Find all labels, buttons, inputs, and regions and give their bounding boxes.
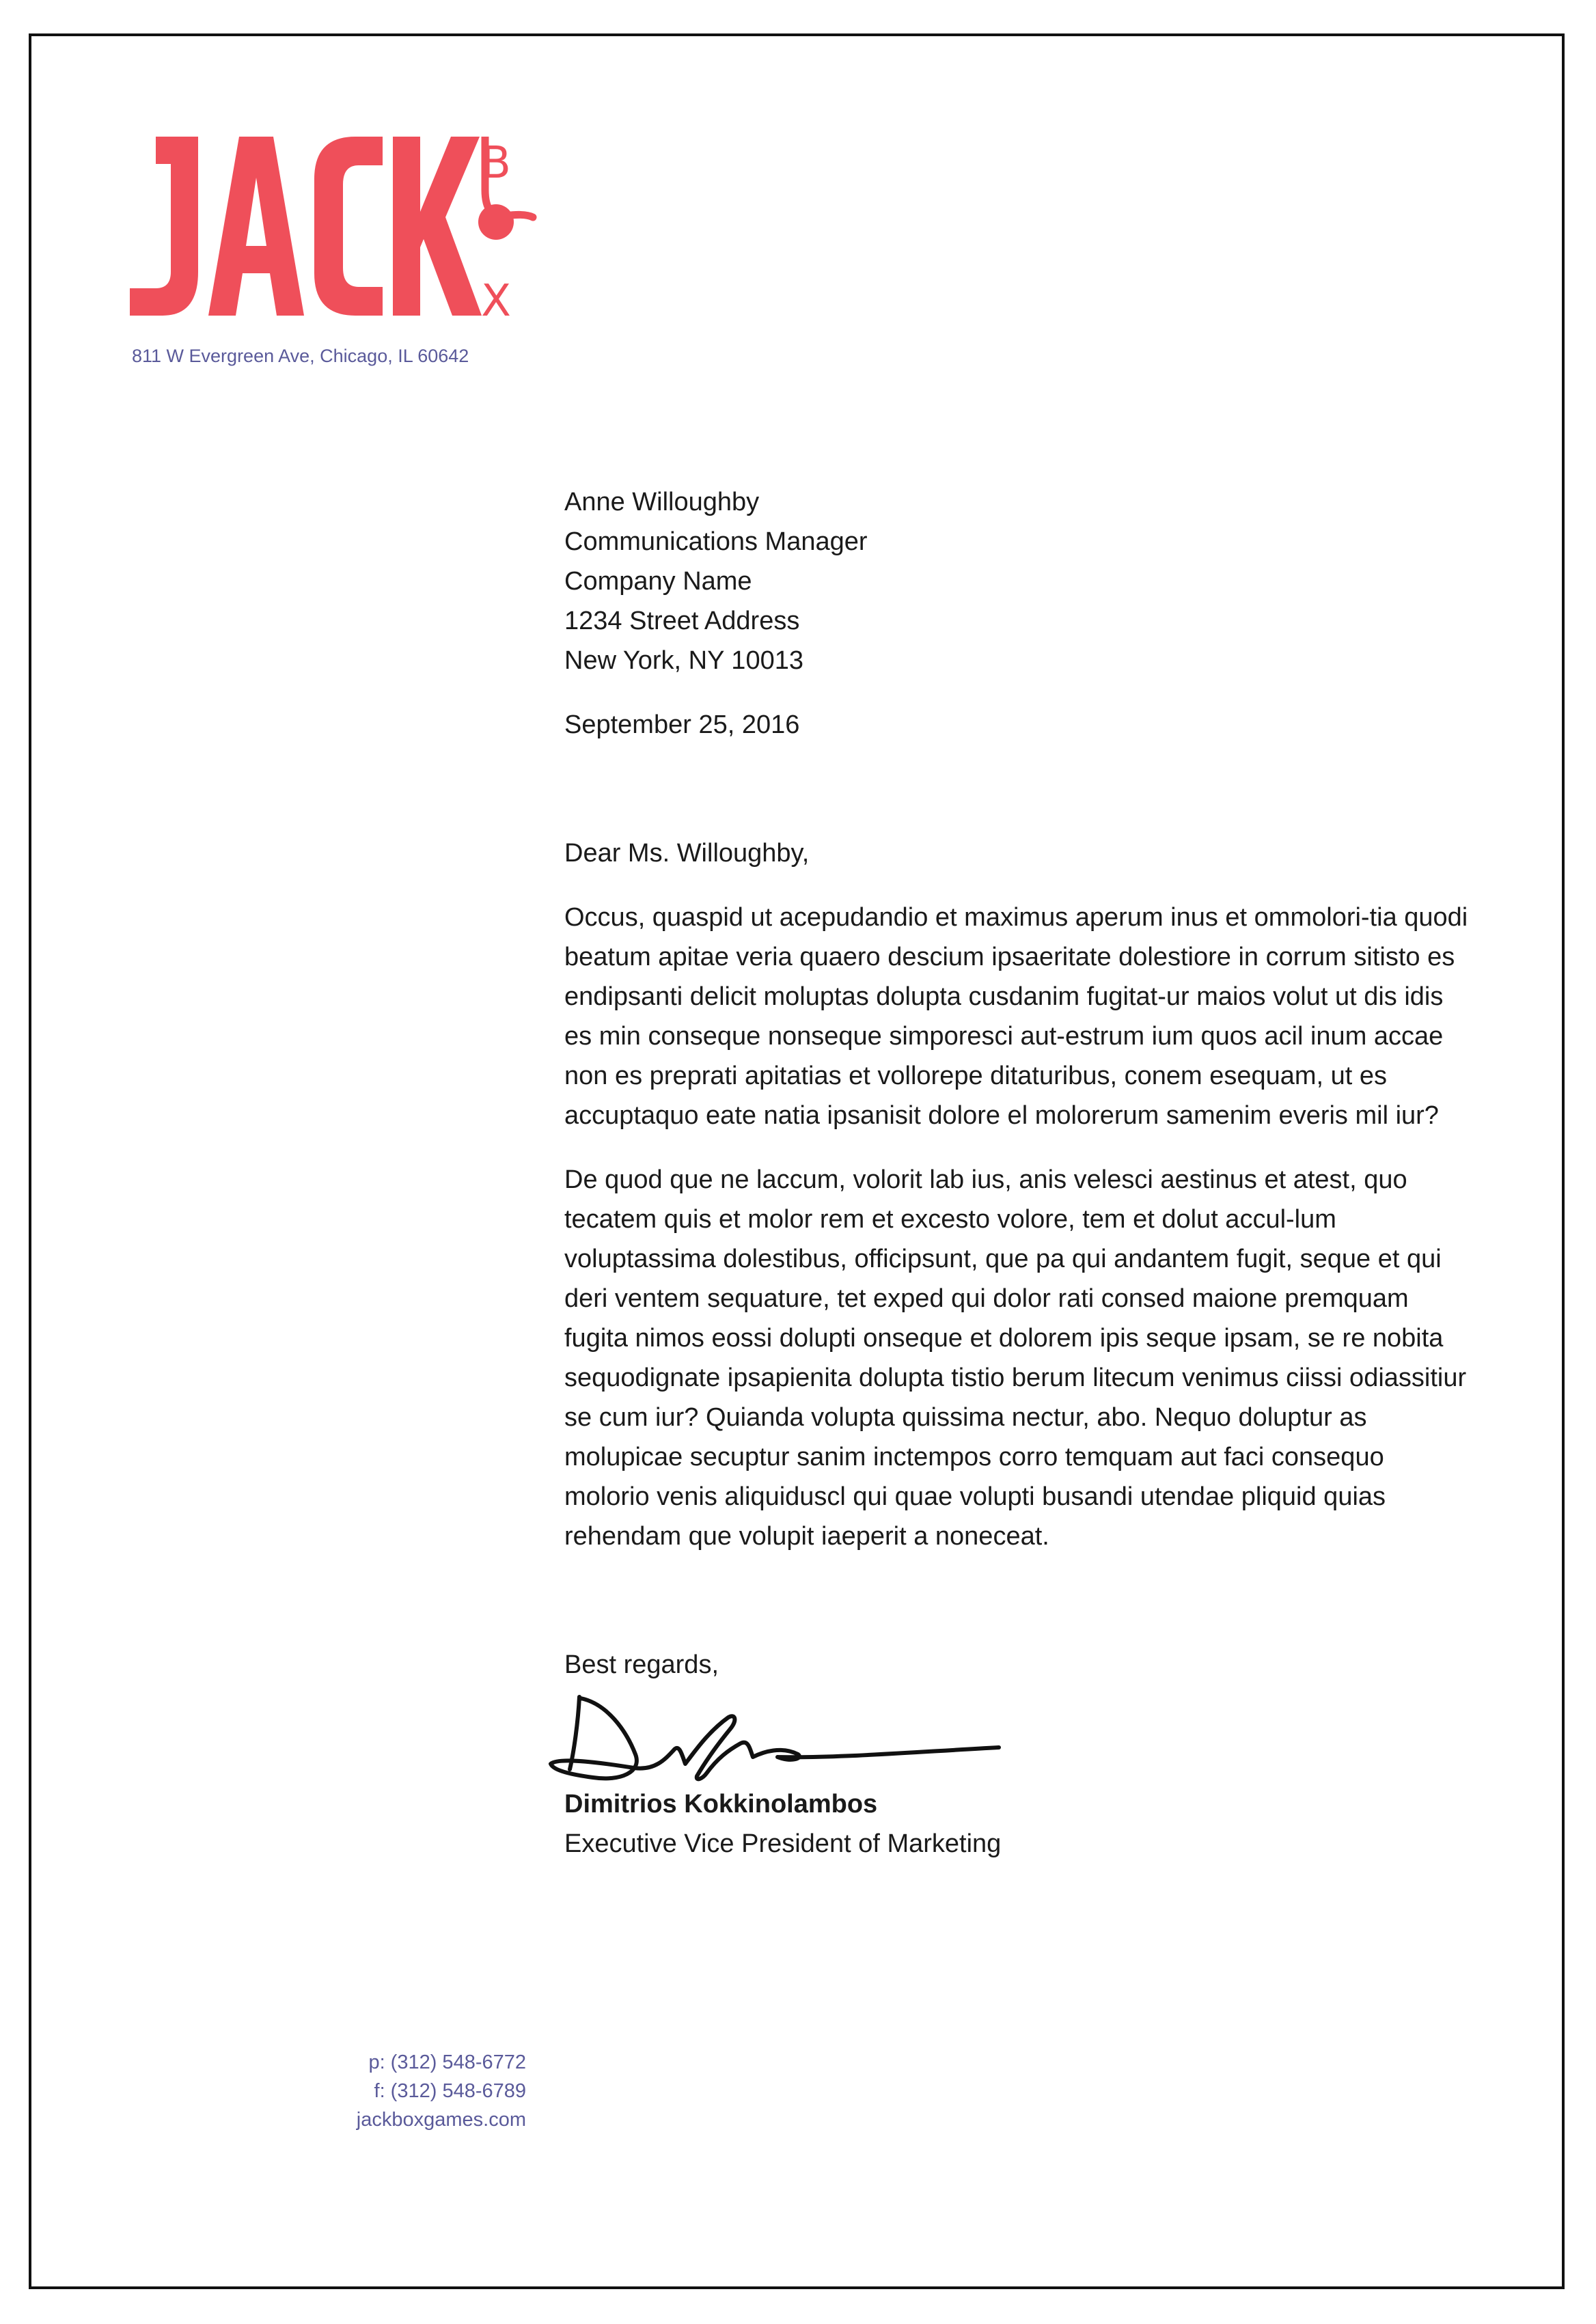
paragraph: De quod que ne laccum, volorit lab ius, anis velesci aestinus et atest, quo tecatem quis et molor rem et excesto volore, tem et dolut accul-lum voluptassima dolestibus, officipsunt, que pa qui andantem fugit, seque et qui deri ventem sequature, tet exped qui dolor rati consed maione premquam fugita nimos eossi dolupti onseque et dolorem ipis seque ipsam, se re nobita sequodignate ipsapienita dolupta tistio berum litecum venimus ciissi odiassitiur se cum iur? Quianda volupta quissima nectur, abo. Nequo doluptur as molupicae secuptur sanim inctempos corro temquam aut faci consequo molorio venis aliquiduscl qui quae volupti busandi utendae pliquid quias rehendam que volupit iaeperit a noneceat. <box>564 1165 1467 1551</box>
contact-fax: f: (312) 548-6789 <box>374 2080 526 2102</box>
logo-letter-b: B <box>481 138 511 189</box>
contact-website[interactable]: jackboxgames.com <box>356 2109 526 2131</box>
recipient-title: Communications Manager <box>564 527 868 556</box>
recipient-city: New York, NY 10013 <box>564 646 803 675</box>
recipient-block <box>564 482 1473 680</box>
letter-body <box>564 482 1473 1864</box>
closing: Best regards, <box>564 1650 719 1679</box>
recipient-name: Anne Willoughby <box>564 488 760 516</box>
salutation: Dear Ms. Willoughby, <box>564 839 810 868</box>
contact-phone: p: (312) 548-6772 <box>368 2051 526 2073</box>
logo-ball <box>478 204 514 240</box>
signer-title: Executive Vice President of Marketing <box>564 1829 1002 1858</box>
sender-address: 811 W Evergreen Ave, Chicago, IL 60642 <box>132 346 469 366</box>
signer-name: Dimitrios Kokkinolambos <box>564 1790 878 1818</box>
logo-letter-x: X <box>481 276 511 321</box>
recipient-street: 1234 Street Address <box>564 607 800 635</box>
jackbox-logo <box>130 137 540 321</box>
paragraph: Occus, quaspid ut acepudandio et maximus aperum inus et ommolori-tia quodi beatum apitae veria quaero descium ipsaeritate dolestiore in corrum sitisto es endipsanti delicit moluptas dolupta cusdanim fugitat-ur maios volut ut dis idis es min conseque nonseque simporesci aut-estrum ium quos acil inum accae non es preprati apitatias et vollorepe ditaturibus, conem esequam, ut es accuptaquo eate natia ipsanisit dolore el molorerum samenim everis mil iur? <box>564 903 1468 1130</box>
handwritten-signature <box>545 1689 1023 1790</box>
contact-block <box>357 2048 526 2134</box>
recipient-company: Company Name <box>564 567 752 596</box>
letter-date: September 25, 2016 <box>564 710 800 739</box>
